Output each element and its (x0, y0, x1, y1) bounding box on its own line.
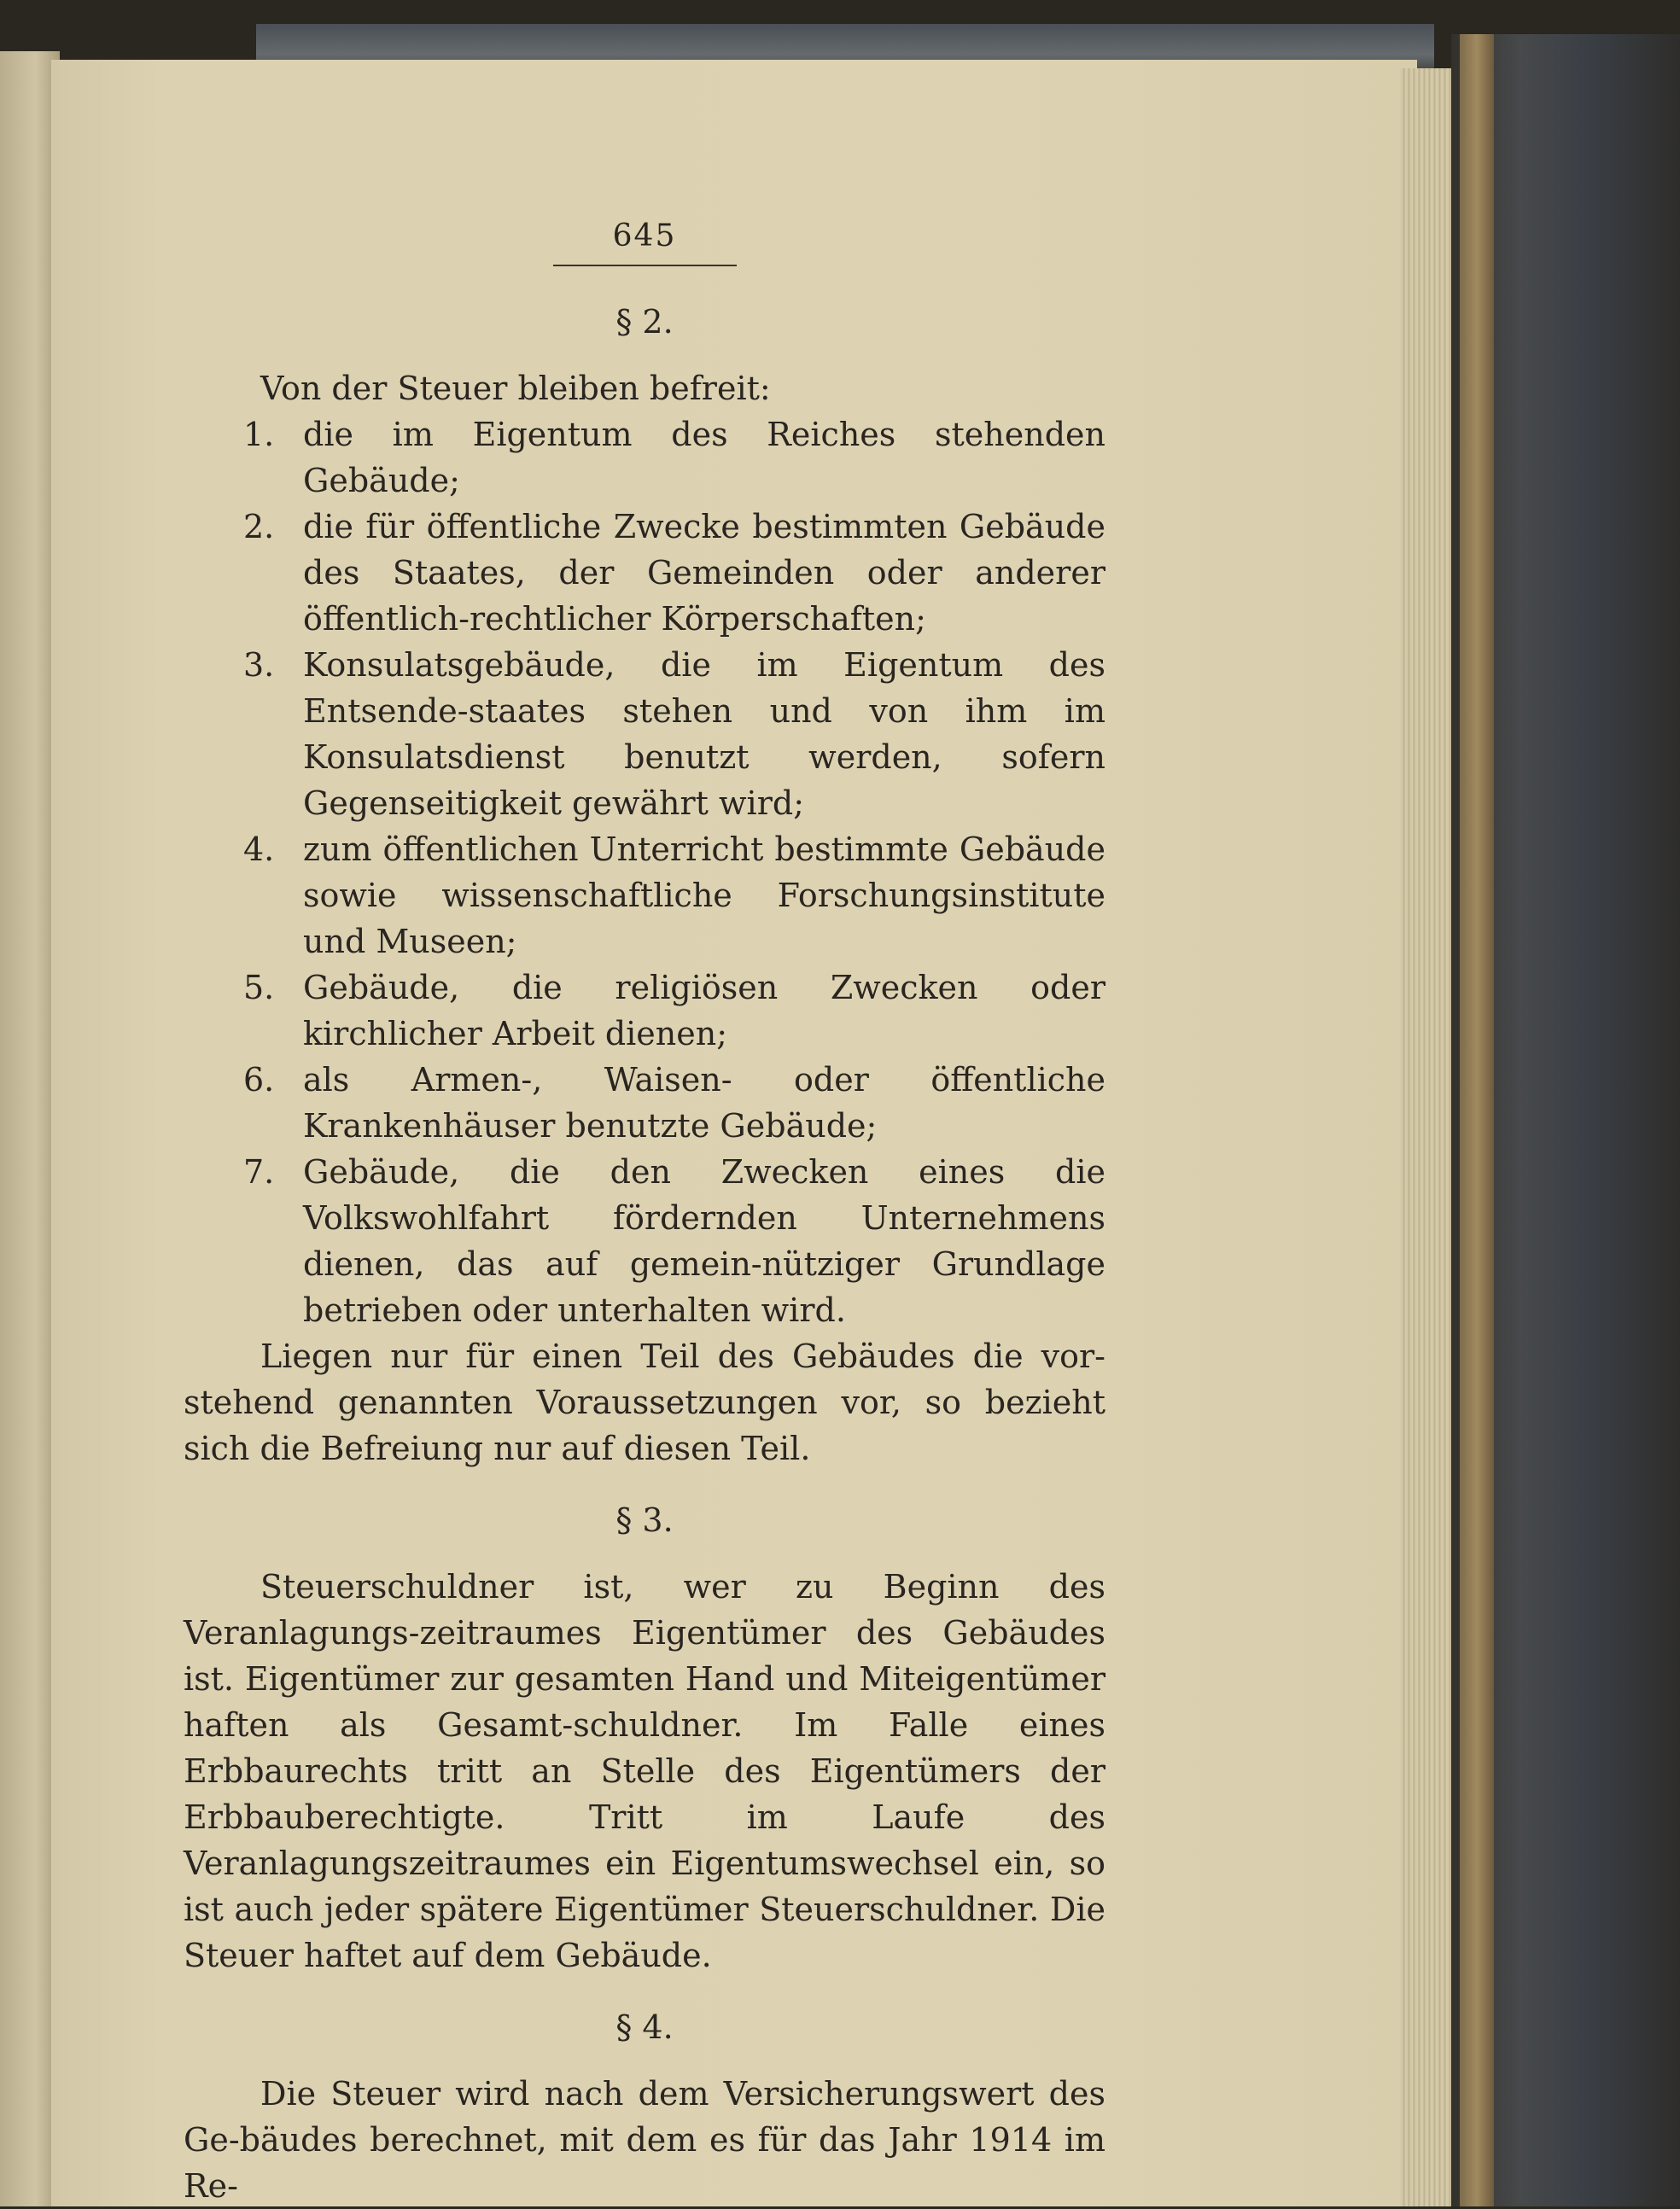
section-2 (184, 299, 1105, 1472)
item-text: zum öffentlichen Unterricht bestimmte Gebäude sowie wissenschaftliche Forschungsinstitute und Museen; (303, 831, 1105, 960)
section-text: Steuerschuldner ist, wer zu Beginn des Veranlagungs-zeitraumes Eigentümer des Gebäudes ist. Eigentümer zur gesamten Hand und Miteigentümer haften als Gesamt-schuldner. Im Falle eines Erbbaurechts tritt an Stelle des Eigentümers der Erbbauberechtigte. Tritt im Laufe des Veranlagungszeitraumes ein Eigentumswechsel ein, so ist auch jeder spätere Eigentümer Steuerschuldner. Die Steuer haftet auf dem Gebäude. (184, 1568, 1105, 1974)
item-number: 6. (243, 1061, 275, 1099)
exemption-list (184, 411, 1105, 1333)
item-text: Gebäude, die religiösen Zwecken oder kirchlicher Arbeit dienen; (303, 969, 1105, 1052)
item-number: 4. (243, 831, 275, 868)
item-number: 5. (243, 969, 275, 1006)
binding-strip (1460, 34, 1494, 2206)
list-item (184, 1149, 1105, 1333)
item-number: 2. (243, 508, 275, 545)
section-heading: § 3. (615, 1501, 674, 1539)
list-item (184, 1057, 1105, 1149)
header-rule (553, 265, 737, 266)
list-item (184, 504, 1105, 642)
item-number: 3. (243, 646, 275, 684)
item-text: Konsulatsgebäude, die im Eigentum des Entsende-staates stehen und von ihm im Konsulatsdienst benutzt werden, sofern Gegenseitigkeit gewährt wird; (303, 646, 1105, 822)
page-number: 645 (612, 219, 677, 254)
section-closing: Liegen nur für einen Teil des Gebäudes die vor-stehend genannten Voraussetzungen vor, so bezieht sich die Befreiung nur auf diesen Teil. (184, 1338, 1105, 1467)
list-item (184, 965, 1105, 1057)
list-item (184, 826, 1105, 965)
page-content (184, 213, 1105, 2209)
section-text: Die Steuer wird nach dem Versicherungswert des Ge-bäudes berechnet, mit dem es für das Jahr 1914 im Re- (184, 2075, 1105, 2205)
page-edges (1400, 68, 1451, 2206)
item-text: die für öffentliche Zwecke bestimmten Gebäude des Staates, der Gemeinden oder anderer öffentlich-rechtlicher Körperschaften; (303, 508, 1105, 638)
section-intro: Von der Steuer bleiben befreit: (260, 370, 771, 407)
item-text: als Armen-, Waisen- oder öffentliche Krankenhäuser benutzte Gebäude; (303, 1061, 1105, 1145)
list-item (184, 642, 1105, 826)
section-3 (184, 1497, 1105, 1979)
item-text: die im Eigentum des Reiches stehenden Gebäude; (303, 416, 1105, 499)
item-text: Gebäude, die den Zwecken eines die Volkswohlfahrt fördernden Unternehmens dienen, das auf gemein-nütziger Grundlage betrieben oder unterhalten wird. (303, 1153, 1105, 1329)
item-number: 7. (243, 1153, 275, 1191)
section-heading: § 4. (615, 2008, 674, 2046)
section-heading: § 2. (615, 303, 674, 341)
item-number: 1. (243, 416, 275, 453)
section-4 (184, 2004, 1105, 2209)
list-item (184, 411, 1105, 504)
